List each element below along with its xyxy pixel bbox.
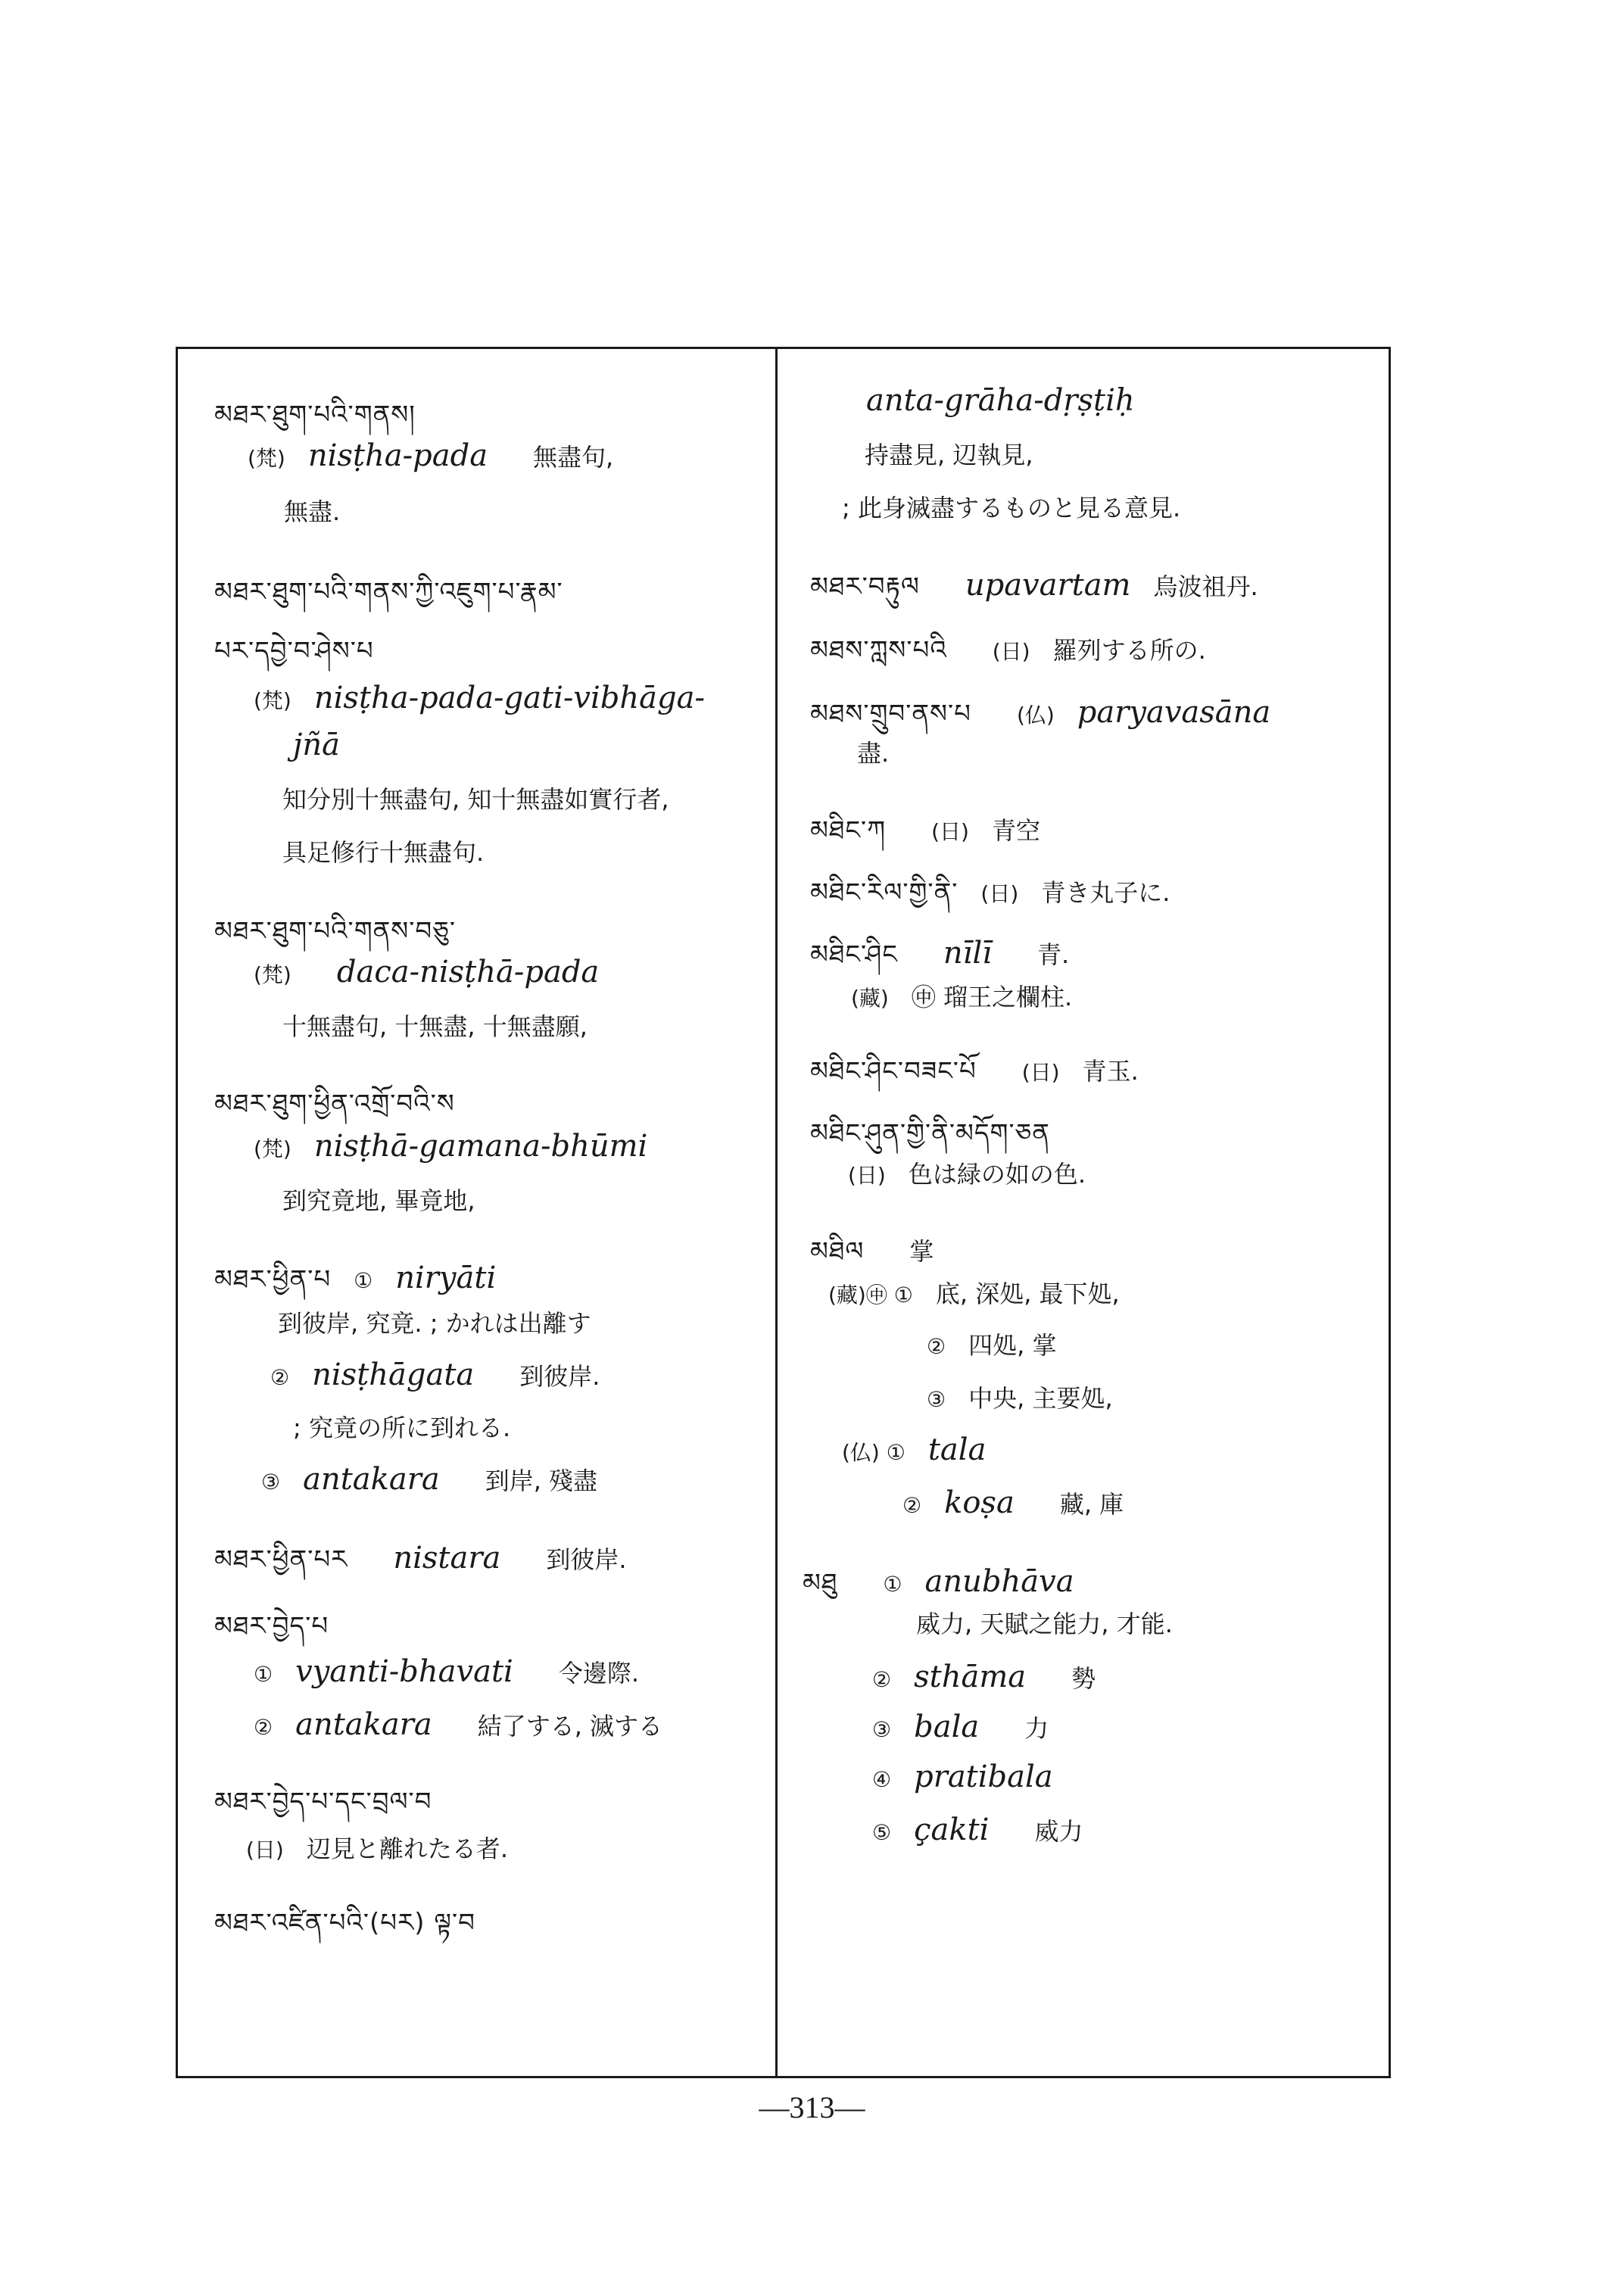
entry-line [872, 1759, 1053, 1794]
entry-headword: མཐིང་ཤུན་གྱི་ནི་མདོག་ཅན [810, 1118, 1050, 1149]
entry-line [927, 1326, 1056, 1361]
japanese-gloss: 掌 [909, 1237, 934, 1266]
sense-number: ② [902, 1493, 922, 1518]
japanese-gloss: 辺見と離れたる者. [306, 1834, 509, 1863]
sanskrit-term: sthāma [914, 1660, 1027, 1694]
entry-headword: མཐིལ [810, 1236, 865, 1267]
japanese-gloss: 到彼岸. [546, 1545, 627, 1574]
entry-headword: མཐར་འཛིན་པའི་(པར) ལྟ་བ [214, 1908, 475, 1938]
sense-number: ② [254, 1715, 273, 1740]
entry-line [848, 1155, 1086, 1190]
page-number: —313— [759, 2090, 865, 2124]
sense-number: ① [354, 1268, 373, 1293]
entry-line [872, 1812, 1083, 1847]
sanskrit-term: nisṭha-pada [307, 438, 488, 473]
japanese-gloss: 到岸, 殘盡 [485, 1466, 598, 1495]
sense-number: ④ [872, 1767, 892, 1792]
sanskrit-term: upavartam [965, 568, 1131, 603]
sense-number: (藏)㊥ ① [828, 1283, 913, 1308]
entry-line [810, 557, 1258, 630]
entry-line [851, 978, 1072, 1013]
japanese-gloss: ; 此身滅盡するものと見る意見. [842, 494, 1181, 522]
japanese-gloss: 結了する, 滅する [477, 1712, 663, 1741]
japanese-gloss: 知分別十無盡句, 知十無盡如實行者, [282, 785, 669, 814]
japanese-gloss: 烏波祖丹. [1153, 572, 1258, 601]
sanskrit-term: nisṭhāgata [312, 1357, 475, 1392]
entry-headword: མཐར་ཕྱིན་པར [214, 1544, 348, 1575]
sanskrit-term: jñā [293, 728, 341, 762]
sense-number: ③ [927, 1387, 946, 1412]
entry-headword: མཐིང་ཤིང [810, 940, 898, 970]
sanskrit-term: nīlī [943, 936, 993, 971]
source-mark: (日) [992, 639, 1030, 664]
sanskrit-term: çakti [914, 1812, 990, 1847]
entry-line [872, 1710, 1049, 1744]
source-mark: (梵) [254, 962, 291, 987]
source-mark: (梵) [248, 446, 285, 471]
sanskrit-term: nisṭhā-gamana-bhūmi [313, 1129, 648, 1164]
source-mark: (梵) [254, 1136, 291, 1161]
japanese-gloss: 無盡. [284, 497, 341, 526]
entry-line [902, 1485, 1124, 1520]
entry-headword: མཐར་ཐུག་ཕྱིན་འགྲོ་བའི་ས [214, 1089, 455, 1119]
japanese-gloss: 威力 [1034, 1817, 1083, 1846]
sanskrit-term: pratibala [914, 1759, 1053, 1794]
entry-line [872, 1660, 1096, 1694]
entry-headword: མཐར་བརྟུལ [810, 572, 920, 602]
sanskrit-term: vyanti-bhavati [295, 1654, 513, 1689]
right-column [176, 347, 1391, 2078]
source-mark: (梵) [254, 688, 291, 713]
japanese-gloss: 青. [1037, 940, 1070, 969]
entry-line [810, 621, 1206, 693]
sense-number: ③ [872, 1717, 892, 1742]
sense-number: ⑤ [872, 1820, 892, 1845]
sanskrit-term: nistara [393, 1541, 501, 1576]
sanskrit-term: antakara [303, 1462, 440, 1497]
sense-number: (仏) ① [842, 1440, 906, 1465]
entry-headword: མཐར་ཐུག་པའི་གནས་བཅུ་ [214, 916, 456, 946]
source-mark: (日) [246, 1837, 284, 1862]
entry-headword: མཐུ [803, 1568, 838, 1598]
sense-number: ③ [261, 1470, 281, 1495]
entry-line [828, 1275, 1120, 1310]
sense-number: ② [927, 1334, 946, 1359]
source-mark: (日) [980, 881, 1019, 906]
japanese-gloss: 到彼岸. [519, 1362, 600, 1391]
entry-headword-cont: པར་དབྱེ་བ་ཤེས་པ [214, 636, 374, 666]
source-mark: (日) [848, 1163, 886, 1188]
japanese-gloss: 無盡句, [533, 443, 614, 472]
japanese-gloss: 藏, 庫 [1059, 1490, 1124, 1519]
sanskrit-term: niryāti [395, 1261, 497, 1295]
japanese-gloss: 勢 [1071, 1664, 1096, 1693]
sanskrit-term: tala [927, 1432, 987, 1467]
entry-headword: མཐར་ཕྱིན་པ [214, 1264, 332, 1295]
japanese-gloss: 青玉. [1082, 1057, 1139, 1086]
japanese-gloss: 力 [1024, 1714, 1049, 1743]
japanese-gloss: 青き丸子に. [1041, 878, 1170, 907]
entry-headword: མཐར་བྱེད་པ [214, 1611, 329, 1641]
entry-headword: མཐས་ཀླས་པའི [810, 635, 947, 665]
entry-line [927, 1379, 1113, 1414]
entry-line [842, 1432, 986, 1467]
source-mark: (藏) [851, 986, 889, 1011]
japanese-gloss: 持盡見, 辺執見, [865, 441, 1033, 469]
japanese-gloss: 中央, 主要処, [968, 1384, 1113, 1413]
sanskrit-term: anta-grāha-dṛṣṭiḥ [866, 383, 1135, 418]
sanskrit-term: antakara [295, 1707, 432, 1742]
japanese-gloss: 盡. [857, 739, 890, 768]
source-mark: (仏) [1016, 703, 1055, 728]
japanese-gloss: ; 究竟の所に到れる. [293, 1413, 511, 1442]
sanskrit-term: bala [914, 1710, 980, 1744]
japanese-gloss: 色は緑の如の色. [908, 1160, 1086, 1189]
japanese-gloss: 到究竟地, 畢竟地, [282, 1186, 475, 1215]
source-mark: (日) [1021, 1060, 1060, 1085]
japanese-gloss: ㊥ 瑠王之欄柱. [911, 983, 1073, 1011]
entry-headword: མཐར་ཐུག་པའི་གནས། [214, 400, 416, 430]
japanese-gloss: 威力, 天賦之能力, 才能. [916, 1610, 1173, 1638]
sanskrit-term: nisṭha-pada-gati-vibhāga- [313, 681, 705, 715]
entry-headword: མཐར་ཐུག་པའི་གནས་ཀྱི་འཇུག་པ་རྣམ་ [214, 577, 563, 607]
sense-number: ① [254, 1662, 273, 1687]
japanese-gloss: 四処, 掌 [968, 1331, 1057, 1360]
entry-headword: མཐིང་རིལ་གྱི་ནི་ [810, 877, 959, 908]
japanese-gloss: 青空 [991, 816, 1040, 845]
japanese-gloss: 羅列する所の. [1052, 636, 1206, 665]
japanese-gloss: 十無盡句, 十無盡, 十無盡願, [282, 1012, 588, 1041]
sanskrit-term: anubhāva [924, 1564, 1074, 1599]
sense-number: ② [872, 1667, 892, 1692]
sanskrit-term: daca-nisṭhā-pada [336, 955, 600, 990]
entry-headword: མཐས་གྲུབ་ནས་པ [810, 699, 971, 729]
japanese-gloss: 到彼岸, 究竟. ; かれは出離す [278, 1309, 591, 1338]
japanese-gloss: 令邊際. [558, 1659, 640, 1688]
sense-number: ② [270, 1365, 290, 1390]
entry-headword: མཐིང་ཀ [810, 815, 887, 846]
sanskrit-term: paryavasāna [1077, 695, 1271, 730]
japanese-gloss: 底, 深処, 最下処, [935, 1279, 1120, 1308]
entry-headword: མཐར་བྱེད་པ་དང་བྲལ་བ [214, 1787, 432, 1817]
source-mark: (日) [931, 819, 969, 844]
japanese-gloss: 具足修行十無盡句. [282, 838, 485, 867]
entry-headword: མཐིང་ཤིང་བཟང་པོ [810, 1056, 977, 1086]
sanskrit-term: koṣa [944, 1485, 1015, 1520]
right-column-area [176, 347, 1391, 2078]
sense-number: ① [883, 1572, 902, 1597]
